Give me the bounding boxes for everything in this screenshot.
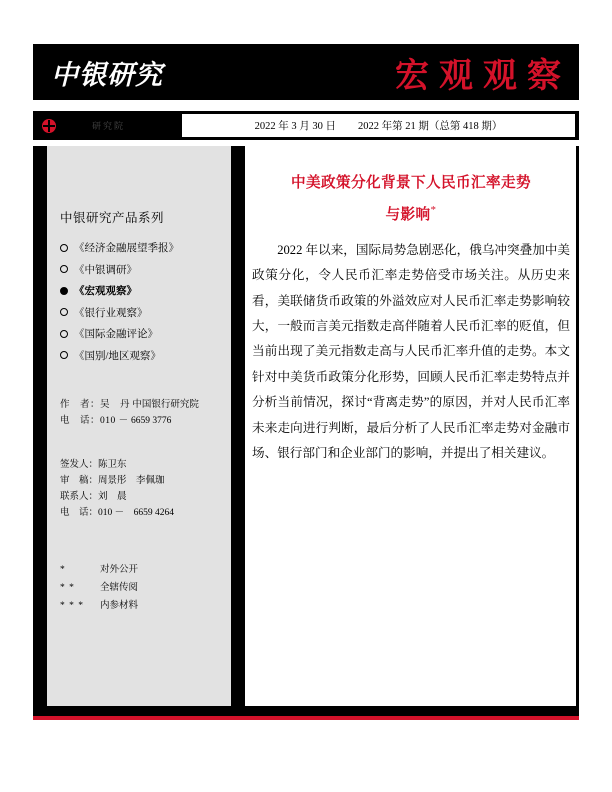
sidebar-content: [60, 146, 230, 615]
legend-item: [60, 561, 230, 579]
bottom-red-rule: [33, 716, 579, 720]
masthead-title: 宏观观察: [395, 57, 571, 95]
article-title-line-2-text: 与影响: [385, 206, 431, 223]
series-item-label: 《宏观观察》: [74, 286, 137, 297]
article-title: [252, 170, 570, 229]
editorial-meta-block: [60, 457, 230, 521]
series-item-label: 《国别/地区观察》: [74, 350, 161, 362]
phone-row: [60, 413, 230, 429]
contact-phone-row: 电 话：010 － 6659 4264: [60, 507, 175, 518]
author-affiliation: 中国银行研究院: [132, 399, 199, 410]
department-label: 研究院: [92, 121, 126, 131]
contact-person-row: 联系人：刘 晨: [60, 491, 127, 502]
series-title: 中银研究产品系列: [60, 211, 165, 225]
info-bar: [33, 111, 579, 140]
legend-item: [60, 579, 230, 597]
issue-date-panel: [182, 114, 575, 137]
legend-text: 对外公开: [100, 564, 139, 575]
author-row: [60, 397, 230, 413]
legend-star: * *: [60, 582, 75, 593]
series-item-label: 《银行业观察》: [74, 307, 148, 319]
legend-star: *: [60, 564, 66, 575]
left-black-band: [33, 146, 47, 716]
sidebar-item-international-finance-review[interactable]: [60, 326, 230, 341]
bullet-icon: [60, 265, 68, 273]
bullet-filled-icon: [60, 287, 68, 295]
article-area: [252, 170, 570, 467]
bullet-icon: [60, 351, 68, 359]
series-item-label: 《经济金融展望季报》: [74, 243, 179, 254]
crosshair-circle-icon: [42, 119, 56, 133]
reviewer-row: 审 稿：周景彤 李佩珈: [60, 475, 165, 486]
issuer-row: 签发人：陈卫东: [60, 459, 127, 470]
series-list: [60, 240, 230, 363]
author-contact-block: [60, 397, 230, 429]
bottom-black-band: [33, 706, 579, 716]
issue-number: 2022 年第 21 期（总第 418 期）: [358, 121, 503, 132]
sidebar-item-banking-observation[interactable]: [60, 305, 230, 320]
sidebar-item-macro-observation[interactable]: [60, 283, 230, 298]
masthead-bar: [33, 44, 579, 100]
article-paragraph: 2022 年以来，国际局势急剧恶化，俄乌冲突叠加中美政策分化，令人民币汇率走势倍受市场关注。从历史来看，美联储货币政策的外溢效应对人民币汇率走势影响较大，一般而言美元指数走高伴随着人民币汇率的贬值，但当前出现了美元指数走高与人民币汇率升值的走势。本文针对中美货币政策分化形势，回顾人民币汇率走势特点并分析当前情况，探讨“背离走势”的原因，并对人民币汇率未来走向进行判断，最后分析了人民币汇率走势对金融市场、银行部门和企业部门的影响，并提出了相关建议。: [252, 242, 570, 461]
bullet-icon: [60, 244, 68, 252]
bullet-icon: [60, 330, 68, 338]
legend-text: 全辖传阅: [100, 582, 139, 593]
article-title-footnote: *: [430, 204, 437, 216]
phone-label: 电 话：010 －: [60, 415, 129, 426]
brand-logo: 中银研究: [51, 59, 163, 90]
sidebar-item-economic-outlook[interactable]: [60, 240, 230, 255]
bullet-icon: [60, 308, 68, 316]
article-title-line-2: [252, 197, 570, 229]
legend-star: * * *: [60, 600, 84, 611]
legend-item: [60, 597, 230, 615]
author-label: 作 者：吴 丹: [60, 399, 131, 410]
article-body: [252, 238, 570, 467]
phone-number: 6659 3776: [131, 415, 172, 426]
distribution-legend: [60, 561, 230, 615]
sidebar-item-country-region-observation[interactable]: [60, 348, 230, 363]
sidebar-item-boc-research[interactable]: [60, 262, 230, 277]
publish-date: 2022 年 3 月 30 日: [254, 121, 336, 132]
series-item-label: 《国际金融评论》: [74, 329, 158, 340]
middle-black-band: [231, 146, 245, 716]
series-item-label: 《中银调研》: [74, 264, 137, 276]
legend-text: 内参材料: [100, 600, 139, 611]
article-title-line-1: 中美政策分化背景下人民币汇率走势: [291, 175, 531, 191]
